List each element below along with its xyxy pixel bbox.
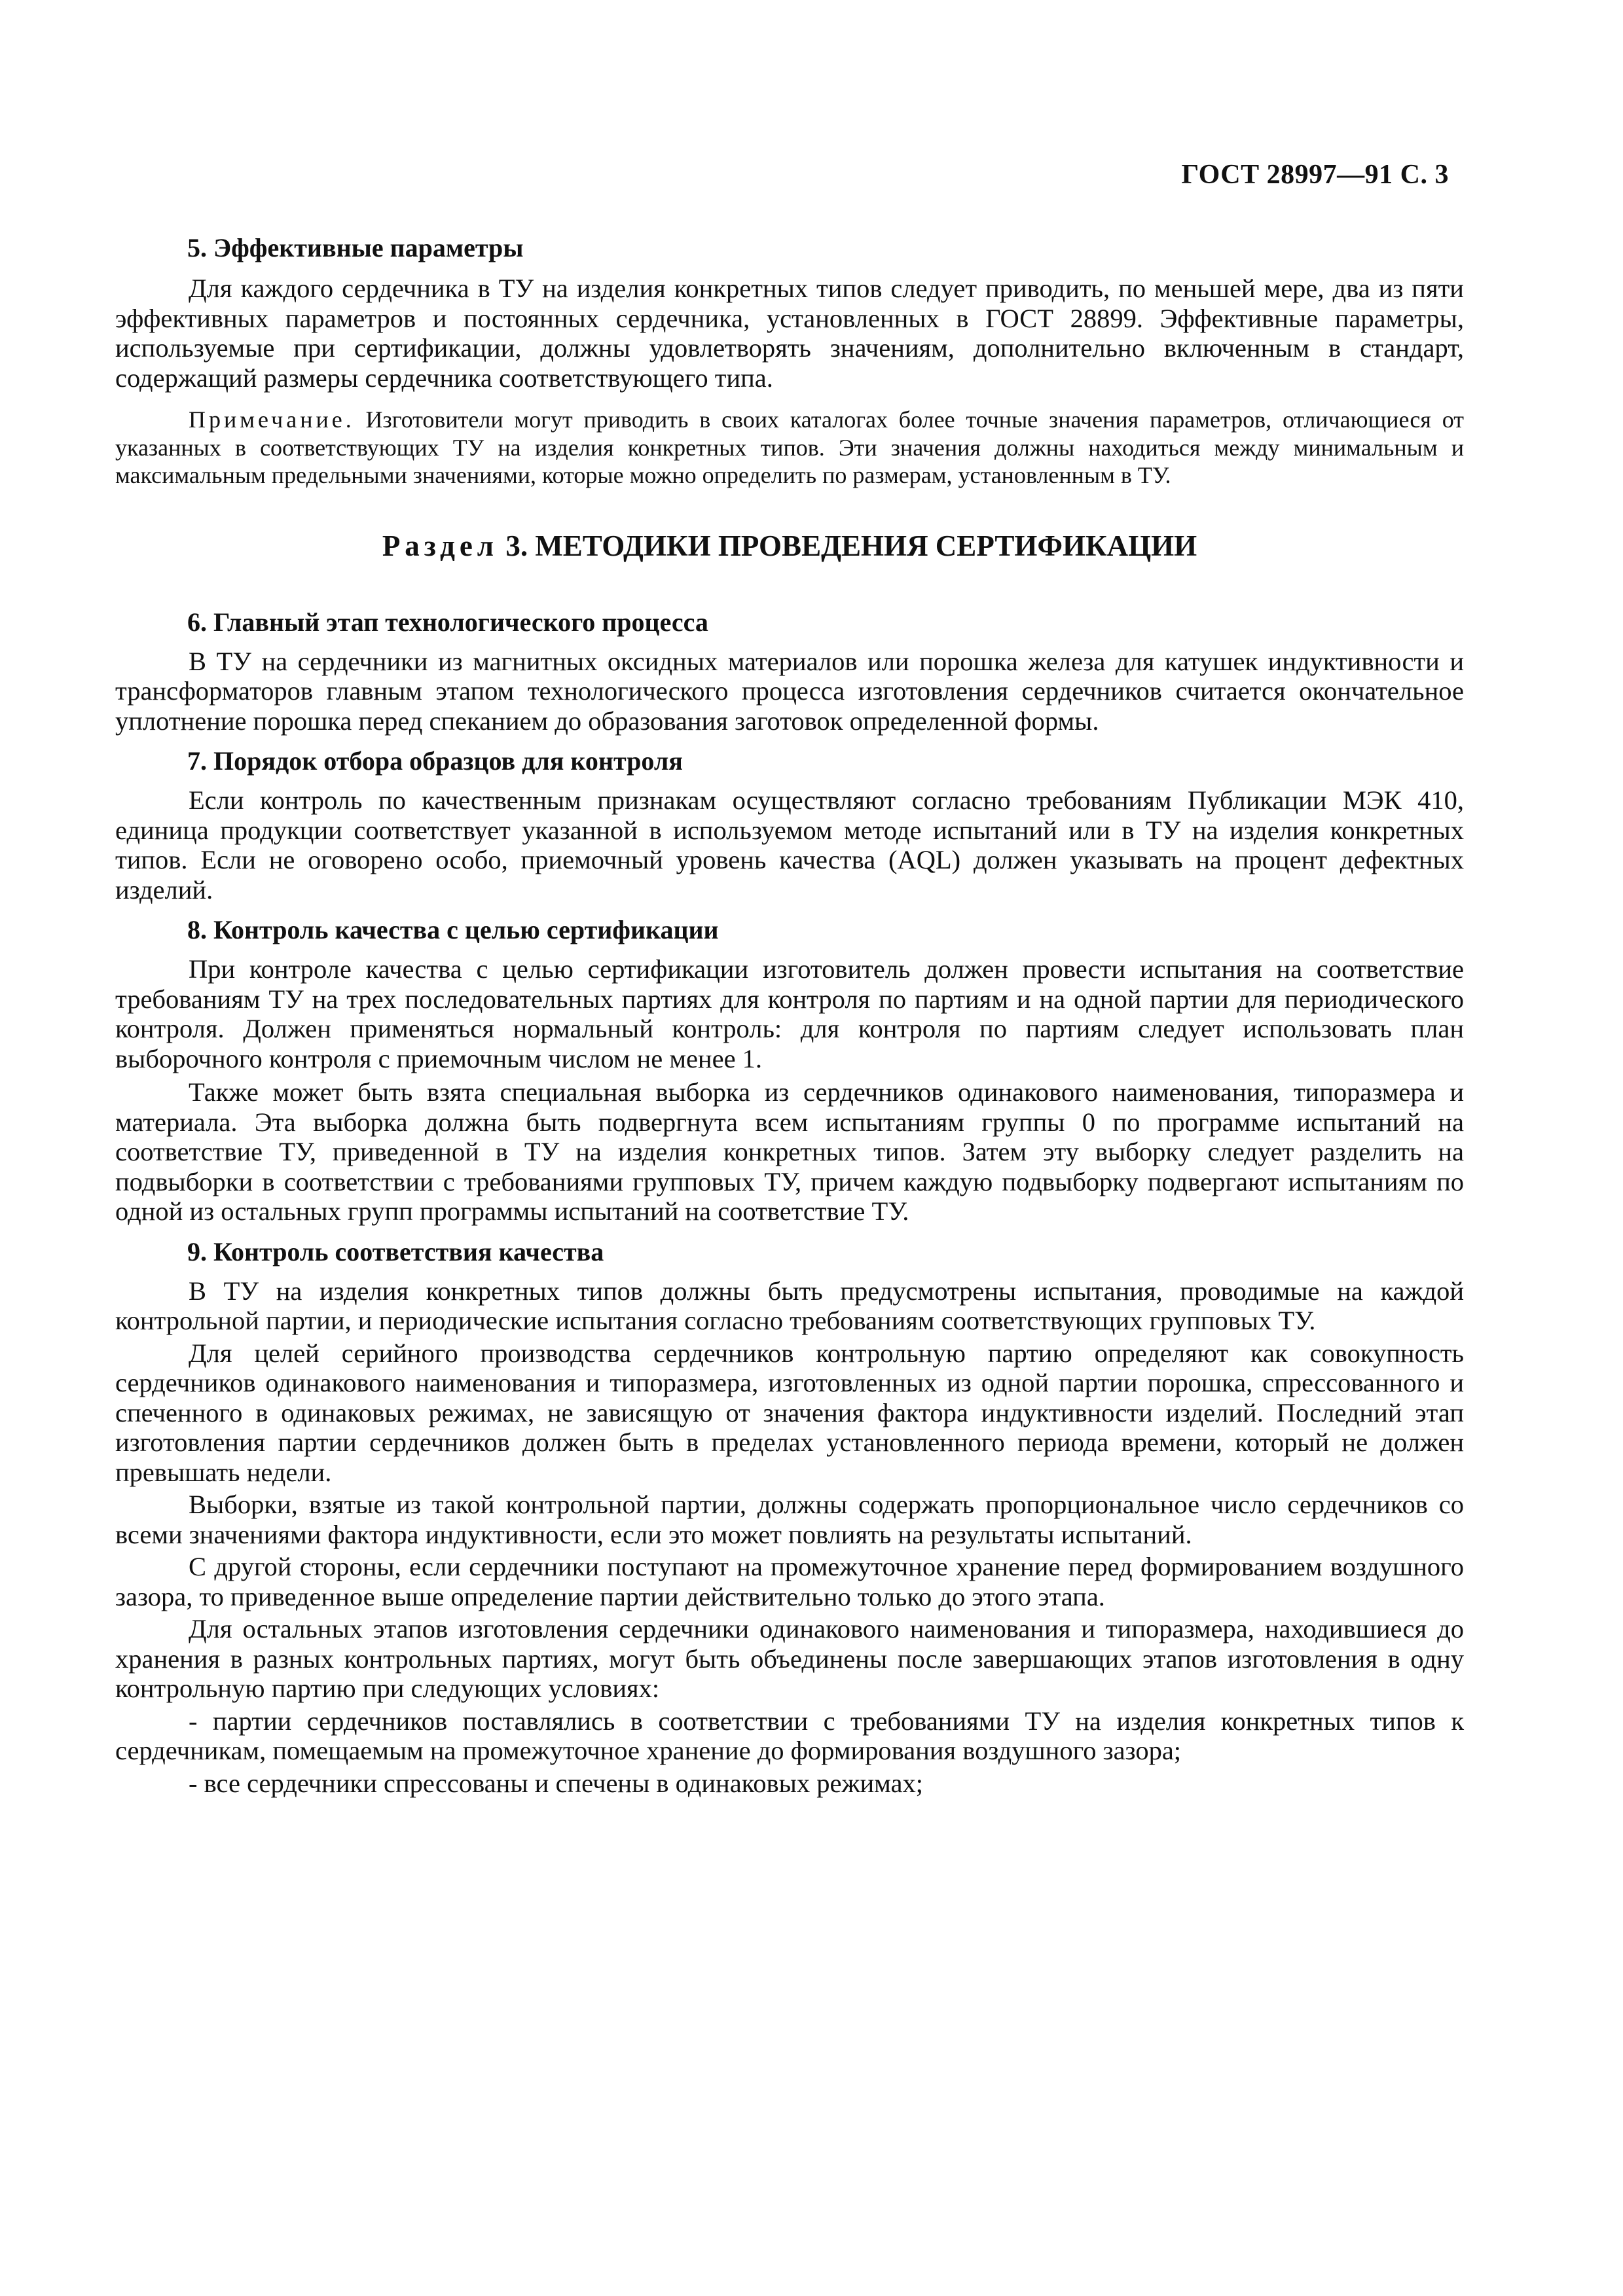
section-5-note bbox=[115, 406, 1464, 490]
section-9-paragraph-2: Для целей серийного производства сердечников контрольную партию определяют как совокупность сердечников одинакового наименования и типоразмера, изготовленных из одной партии порошка, спрессованного и спеченного в одинаковых режимах, не зависящую от значения фактора индуктивности изделий. Последний этап изготовления партии сердечников должен быть в пределах установленного периода времени, который не должен превышать недели. bbox=[115, 1338, 1464, 1487]
section-9-heading: 9. Контроль соответствия качества bbox=[187, 1236, 604, 1266]
section-9-paragraph-4: С другой стороны, если сердечники поступают на промежуточное хранение перед формированием воздушного зазора, то приведенное выше определение партии действительно только до этого этапа. bbox=[115, 1552, 1464, 1611]
note-label: Примечание. bbox=[189, 406, 355, 433]
section-9-paragraph-1: В ТУ на изделия конкретных типов должны быть предусмотрены испытания, проводимые на каждой контрольной партии, и периодические испытания согласно требованиям соответствующих групповых ТУ. bbox=[115, 1276, 1464, 1335]
section-3-title bbox=[115, 528, 1464, 564]
section-6-paragraph-1: В ТУ на сердечники из магнитных оксидных материалов или порошка железа для катушек индуктивности и трансформаторов главным этапом технологического процесса изготовления сердечников считается окончательное уплотнение порошка перед спеканием до образования заготовок определенной формы. bbox=[115, 646, 1464, 736]
note-text: Изготовители могут приводить в своих каталогах более точные значения параметров, отличающиеся от указанных в соответствующих ТУ на изделия конкретных типов. Эти значения должны находиться между минимальным и максимальным предельными значениями, которые можно определить по размерам, установленным в ТУ. bbox=[115, 406, 1464, 488]
section-5-heading: 5. Эффективные параметры bbox=[187, 233, 524, 262]
section-9-list-item: - все сердечники спрессованы и спечены в одинаковых режимах; bbox=[189, 1768, 923, 1798]
section-7-paragraph-1: Если контроль по качественным признакам осуществляют согласно требованиям Публикации МЭК 410, единица продукции соответствует указанной в используемом методе испытаний или в ТУ на изделия конкретных типов. Если не оговорено особо, приемочный уровень качества (AQL) должен указывать на процент дефектных изделий. bbox=[115, 785, 1464, 905]
page-content bbox=[115, 232, 1464, 1798]
running-head: ГОСТ 28997—91 С. 3 bbox=[1181, 160, 1449, 190]
section-9-list-item: - партии сердечников поставлялись в соответствии с требованиями ТУ на изделия конкретных типов к сердечникам, помещаемым на промежуточное хранение до формирования воздушного зазора; bbox=[115, 1706, 1464, 1765]
section-8-paragraph-1: При контроле качества с целью сертификации изготовитель должен провести испытания на соответствие требованиям ТУ на трех последовательных партиях для контроля по партиям и на одной партии для периодического контроля. Должен применяться нормальный контроль: для контроля по партиям следует использовать план выборочного контроля с приемочным числом не менее 1. bbox=[115, 954, 1464, 1073]
section-9-paragraph-5: Для остальных этапов изготовления сердечники одинакового наименования и типоразмера, находившиеся до хранения в разных контрольных партиях, могут быть объединены после завершающих этапов изготовления в одну контрольную партию при следующих условиях: bbox=[115, 1614, 1464, 1703]
section-8-paragraph-2: Также может быть взята специальная выборка из сердечников одинакового наименования, типоразмера и материала. Эта выборка должна быть подвергнута всем испытаниям группы 0 по программе испытаний на соответствие ТУ, приведенной в ТУ на изделия конкретных типов. Затем эту выборку следует разделить на подвыборки в соответствии с требованиями групповых ТУ, причем каждую подвыборку подвергают испытаниям по одной из остальных групп программы испытаний на соответствие ТУ. bbox=[115, 1077, 1464, 1226]
section-8-heading: 8. Контроль качества с целью сертификации bbox=[187, 915, 719, 944]
section-9-paragraph-3: Выборки, взятые из такой контрольной партии, должны содержать пропорциональное число сердечников со всеми значениями фактора индуктивности, если это может повлиять на результаты испытаний. bbox=[115, 1490, 1464, 1549]
section-7-heading: 7. Порядок отбора образцов для контроля bbox=[187, 746, 683, 776]
section-5-paragraph-1: Для каждого сердечника в ТУ на изделия конкретных типов следует приводить, по меньшей мере, два из пяти эффективных параметров и постоянных сердечника, установленных в ГОСТ 28899. Эффективные параметры, используемые при сертификации, должны удовлетворять значениям, дополнительно включенным в стандарт, содержащий размеры сердечника соответствующего типа. bbox=[115, 274, 1464, 393]
section-3-label: Раздел bbox=[382, 529, 499, 562]
section-6-heading: 6. Главный этап технологического процесса bbox=[187, 607, 708, 637]
section-3-title-text: 3. МЕТОДИКИ ПРОВЕДЕНИЯ СЕРТИФИКАЦИИ bbox=[498, 529, 1197, 562]
